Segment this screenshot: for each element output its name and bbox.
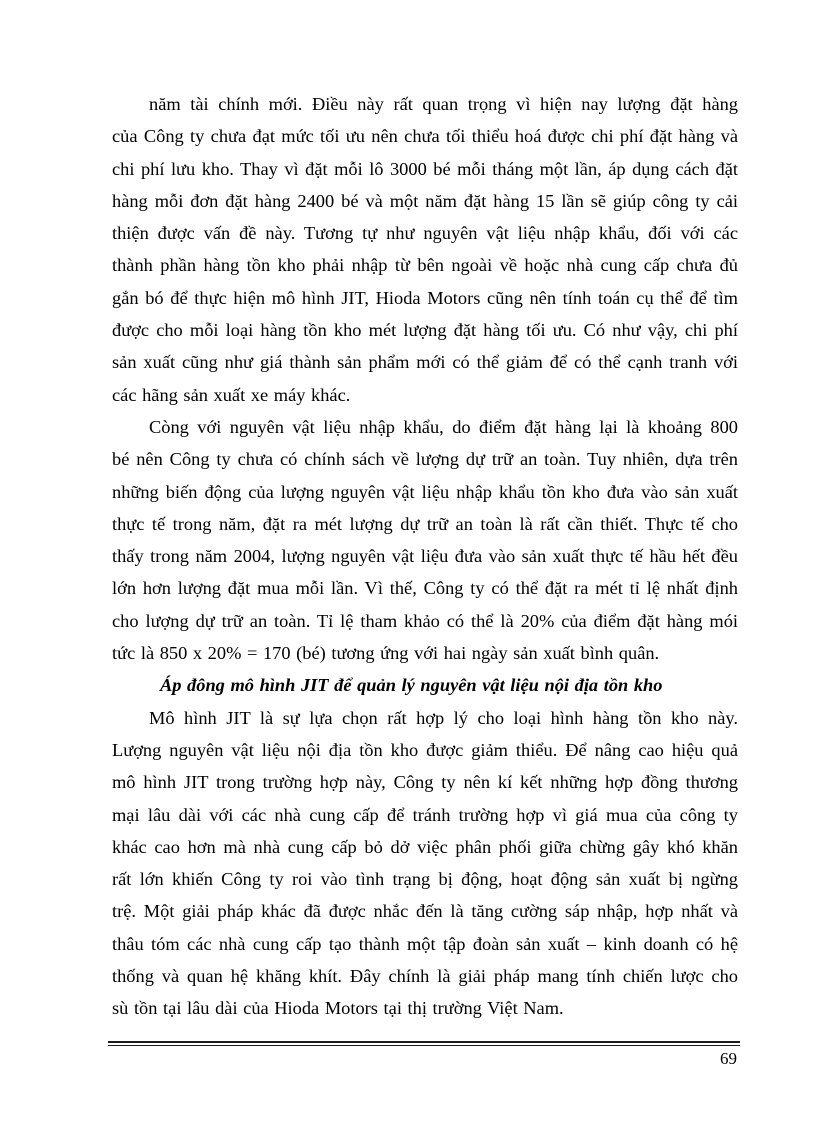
text-line: thiện được vấn đề này. Tương tự như nguyên vật liệu nhập khẩu, đối với các	[112, 223, 738, 244]
text-line: thấy trong năm 2004, lượng nguyên vật liệu đưa vào sản xuất thực tế hầu hết đều	[112, 546, 738, 567]
paragraph	[112, 88, 738, 411]
text-line: khác cao hơn mà nhà cung cấp bỏ dở việc phân phối giữa chừng gây khó khăn	[112, 836, 738, 857]
text-line: năm tài chính mới. Điều này rất quan trọng vì hiện nay lượng đặt hàng	[149, 94, 738, 114]
text-line: tức là 850 x 20% = 170 (bé) tương ứng với hai ngày sản xuất bình quân.	[112, 643, 660, 664]
text-line: mại lâu dài với các nhà cung cấp để tránh trường hợp vì giá mua của công ty	[112, 804, 738, 825]
text-line: sù tồn tại lâu dài của Hioda Motors tại thị trường Việt Nam.	[112, 998, 564, 1019]
text-line: Áp đông mô hình JIT để quản lý nguyên vật liệu nội địa tồn kho	[160, 675, 663, 696]
text-line: của Công ty chưa đạt mức tối ưu nên chưa tối thiểu hoá được chi phí đặt hàng và	[112, 126, 738, 147]
text-line: Lượng nguyên vật liệu nội địa tồn kho được giảm thiểu. Để nâng cao hiệu quả	[112, 739, 738, 760]
page-body	[112, 88, 738, 1025]
text-line: các hãng sản xuất xe máy khác.	[112, 384, 351, 405]
text-line: thâu tóm các nhà cung cấp tạo thành một tập đoàn sản xuất – kinh doanh có hệ	[112, 933, 738, 954]
text-line: chi phí lưu kho. Thay vì đặt mỗi lô 3000 bé mỗi tháng một lần, áp dụng cách đặt	[112, 158, 738, 179]
text-line: những biến động của lượng nguyên vật liệu nhập khẩu tồn kho đưa vào sản xuất	[112, 481, 738, 502]
text-line: Mô hình JIT là sự lựa chọn rất hợp lý cho loại hình hàng tồn kho này.	[149, 707, 738, 728]
section-heading	[112, 669, 738, 701]
text-line: mô hình JIT trong trường hợp này, Công ty nên kí kết những hợp đồng thương	[112, 772, 738, 793]
text-line: rất lớn khiến Công ty roi vào tình trạng bị động, hoạt động sản xuất bị ngừng	[112, 869, 738, 890]
text-line: thống và quan hệ khăng khít. Đây chính là giải pháp mang tính chiến lược cho	[112, 966, 738, 987]
text-line: Còng với nguyên vật liệu nhập khẩu, do điểm đặt hàng lại là khoảng 800	[149, 416, 738, 437]
text-line: thực tế trong năm, đặt ra mét lượng dự trữ an toàn là rất cần thiết. Thực tế cho	[112, 513, 738, 534]
footer-rule-top	[108, 1041, 740, 1043]
text-line: hàng mỗi đơn đặt hàng 2400 bé và một năm đặt hàng 15 lần sẽ giúp công ty cải	[112, 190, 738, 211]
text-line: gắn bó để thực hiện mô hình JIT, Hioda Motors cũng nên tính toán cụ thể để tìm	[112, 287, 738, 308]
paragraph	[112, 411, 738, 669]
text-line: được cho mỗi loại hàng tồn kho mét lượng đặt hàng tối ưu. Có như vậy, chi phí	[112, 320, 738, 341]
page-number: 69	[720, 1049, 737, 1068]
text-line: thành phần hàng tồn kho phải nhập từ bên ngoài về hoặc nhà cung cấp chưa đủ	[112, 255, 738, 276]
text-line: bé nên Công ty chưa có chính sách về lượng dự trữ an toàn. Tuy nhiên, dựa trên	[112, 449, 738, 470]
paragraph	[112, 702, 738, 1025]
text-line: cho lượng dự trữ an toàn. Tỉ lệ tham khảo có thể là 20% của điểm đặt hàng mói	[112, 610, 738, 631]
text-line: trệ. Một giải pháp khác đã được nhắc đến là tăng cường sáp nhập, hợp nhất và	[112, 901, 738, 922]
footer-rule-bottom	[108, 1045, 740, 1046]
text-line: lớn hơn lượng đặt mua mỗi lần. Vì thế, Công ty có thể đặt ra mét tỉ lệ nhất định	[112, 578, 738, 599]
text-line: sản xuất cũng như giá thành sản phẩm mới có thể giảm để có thể cạnh tranh với	[112, 352, 738, 373]
